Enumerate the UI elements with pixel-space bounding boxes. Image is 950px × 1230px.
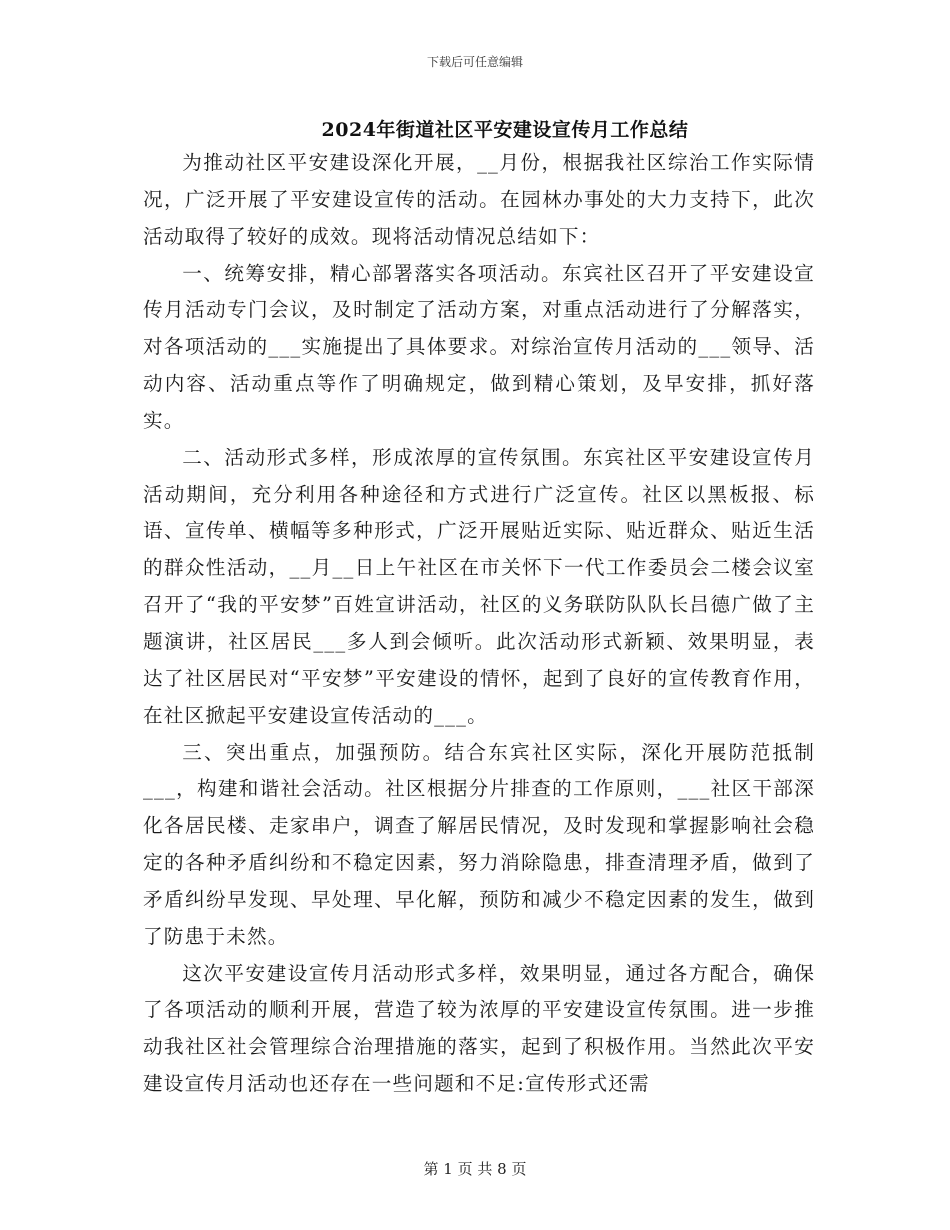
paragraph-section-1: 一、统筹安排，精心部署落实各项活动。东宾社区召开了平安建设宣传月活动专门会议，及时制定了活动方案，对重点活动进行了分解落实，对各项活动的___实施提出了具体要求。对综治宣传月活动的___领导、活动内容、活动重点等作了明确规定，做到精心策划，及早安排，抓好落实。 [143, 261, 815, 432]
header-note: 下载后可任意编辑 [426, 55, 523, 69]
paragraph-section-3: 三、突出重点，加强预防。结合东宾社区实际，深化开展防范抵制___，构建和谐社会活动。社区根据分片排查的工作原则，___社区干部深化各居民楼、走家串户，调查了解居民情况，及时发现和掌握影响社会稳定的各种矛盾纠纷和不稳定因素，努力消除隐患，排查清理矛盾，做到了矛盾纠纷早发现、早处理、早化解，预防和减少不稳定因素的发生，做到了防患于未然。 [143, 740, 815, 948]
paragraph-section-2: 二、活动形式多样，形成浓厚的宣传氛围。东宾社区平安建设宣传月活动期间，充分利用各种途径和方式进行广泛宣传。社区以黑板报、标语、宣传单、横幅等多种形式，广泛开展贴近实际、贴近群众、贴近生活的群众性活动，__月__日上午社区在市关怀下一代工作委员会二楼会议室召开了“我的平安梦”百姓宣讲活动，社区的义务联防队队长吕德广做了主题演讲，社区居民___多人到会倾听。此次活动形式新颖、效果明显，表达了社区居民对“平安梦”平安建设的情怀，起到了良好的宣传教育作用，在社区掀起平安建设宣传活动的___。 [143, 445, 815, 727]
document-body [143, 145, 815, 1103]
document-title: 2024年街道社区平安建设宣传月工作总结 [321, 119, 689, 141]
paragraph-intro: 为推动社区平安建设深化开展，__月份，根据我社区综治工作实际情况，广泛开展了平安建设宣传的活动。在园林办事处的大力支持下，此次活动取得了较好的成效。现将活动情况总结如下： [143, 151, 815, 248]
paragraph-conclusion: 这次平安建设宣传月活动形式多样，效果明显，通过各方配合，确保了各项活动的顺利开展，营造了较为浓厚的平安建设宣传氛围。进一步推动我社区社会管理综合治理措施的落实，起到了积极作用。当然此次平安建设宣传月活动也还存在一些问题和不足:宣传形式还需 [143, 961, 815, 1096]
page-number-footer: 第 1 页 共 8 页 [423, 1160, 527, 1178]
